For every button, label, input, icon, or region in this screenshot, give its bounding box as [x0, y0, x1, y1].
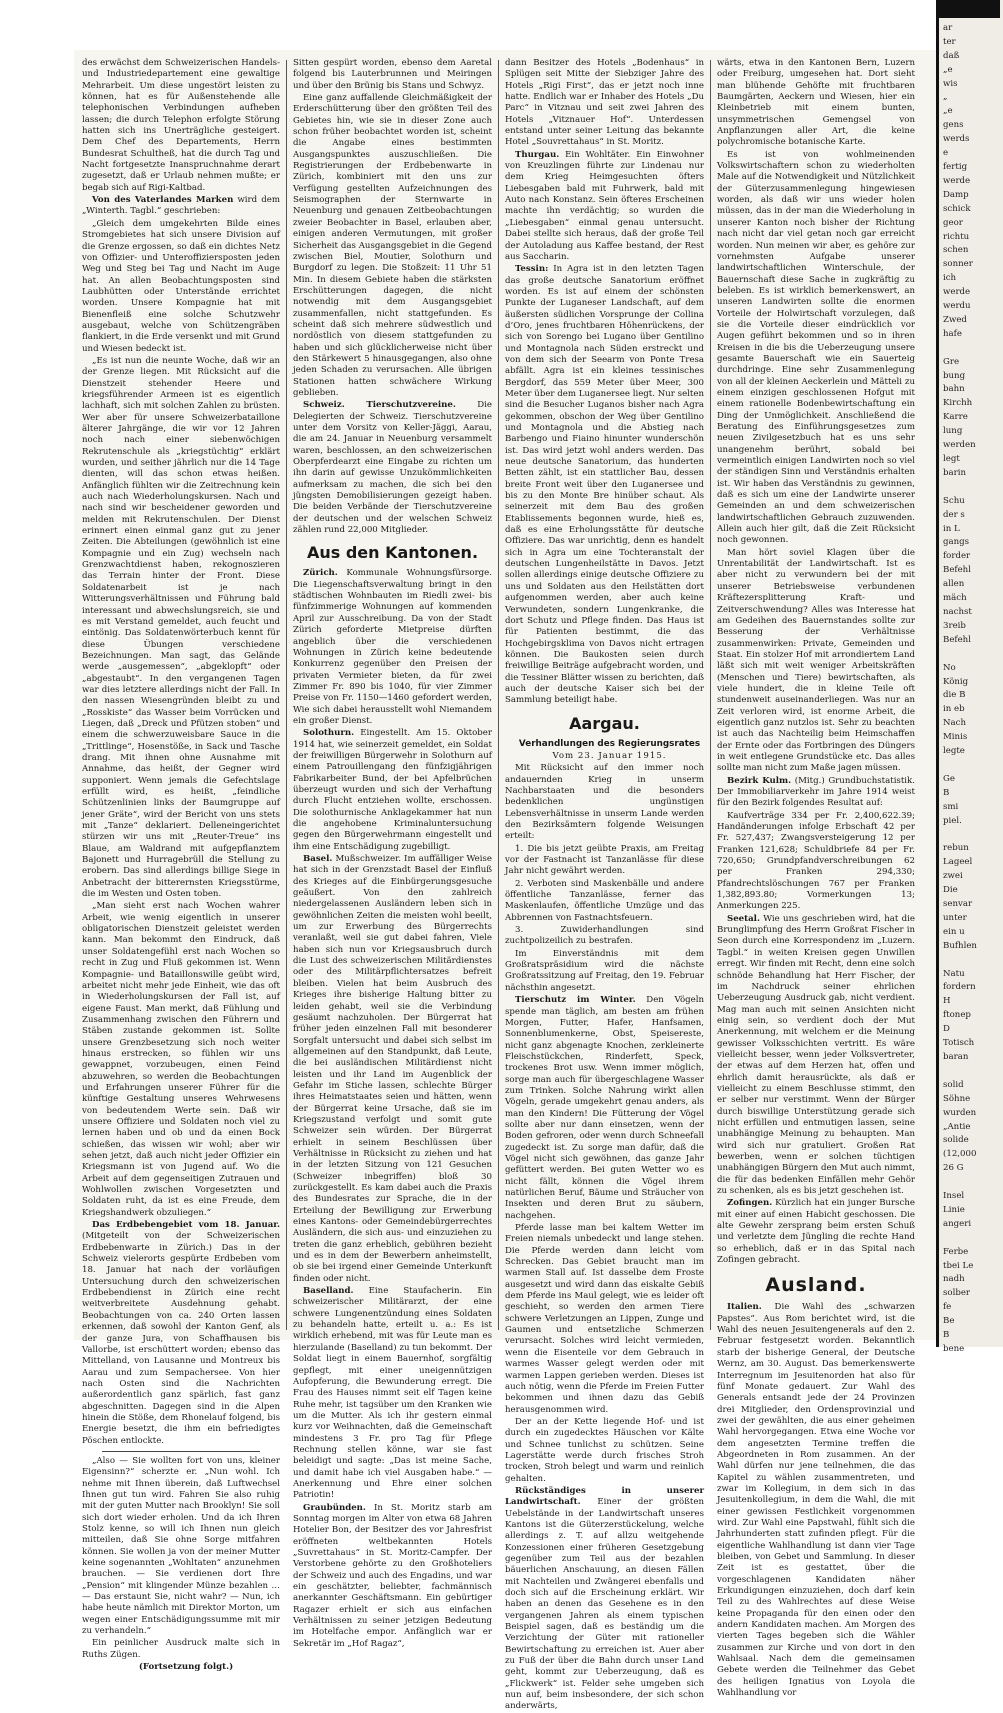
paragraph: Eine ganz auffallende Gleichmäßigkeit der Erderschütterung über den größten Teil des Gebietes hin, wie sie in dieser Zone auch schon früher beobachtet worden ist, scheint die Angabe eines bestimmten Ausgangspunktes auszuschließen. Die Registrierungen der Erdbebenwarte in Zürich, kombiniert mit den uns zur Verfügung gestellten Aufzeichnungen des Seismographen der Sternwarte in Neuenburg und genauen Zeitbeobachtungen zweier Beobachter in Basel, erlauben aber, einigen anderen Vermutungen, mit großer Sicherheit das Ausgangsgebiet in die Gegend zwischen Biel, Moutier, Solothurn und Burgdorf zu legen. Die Stoßzeit: 11 Uhr 51 Min. In diesem Gebiete haben die stärksten Erschütterungen dagegen, die nicht notwendig mit dem Ausgangsgebiet zusammenfallen, nicht stattgefunden. Es scheint daß sich mehrere südwestlich und nordöstlich von diesem stattgefunden zu haben und sich glücklicherweise nicht über den Stärkewert 5 hinausgegangen, also ohne jeden Schaden zu verursachen. Alle übrigen Stationen hatten schwächere Wirkung geblieben.	[293, 93, 492, 398]
newspaper-page	[74, 50, 936, 1712]
subheading: Basel.	[303, 854, 333, 865]
subheading: Italien.	[727, 1302, 762, 1313]
page-gutter	[936, 0, 1000, 18]
text: (Mitg.) Grundbuchstatistik. Der Immobiliarverkehr im Jahre 1914 weist für den Bezirk folgendes Resultat auf:	[717, 775, 915, 809]
text: (Mitgeteilt von der Schweizerischen Erdbebenwarte in Zürich.) Das in der Schweiz vielerorts gespürte Erdbeben vom 18. Januar hat nach der vorläufigen Untersuchung durch den schweizerischen Erdbebendienst in Zürich eine recht weitverbreitete Ausdehnung gehabt. Beobachtungen von ca. 240 Orten lassen erkennen, daß sowohl der Kanton Genf, als der ganze Jura, von Schaffhausen bis Vallorbe, ist erschüttert worden; ebenso das Mittelland, von Lausanne und Montreux bis Aarau und zum Sempachersee. Von hier nach Osten sind die Nachrichten außerordentlich ganz spärlich, fast ganz abgeschnitten. Dagegen sind in die Alpen hinein die Stöße, dem Rhonelauf folgend, bis Energie besetzt, die ihm ein befriedigtes Pöschen entlockte.	[82, 1231, 280, 1446]
text: Die Delegierten der Schweiz. Tierschutzvereine unter dem Vorsitz von Keller-Jäggi, Aarau, die am 24. Januar in Neuenburg versammelt waren, beschlossen, an den schweizerischen Oberpferdearzt eine Eingabe zu richten um ihn darin auf gewisse Unzukömmlichkeiten aufmerksam zu machen, die sich bei den jüngsten Demobilisierungen gezeigt haben. Die beiden Verbände der Tierschutzvereine der deutschen und der welschen Schweiz zählen rund 22,000 Mitglieder.	[293, 400, 492, 536]
column-4	[717, 58, 915, 1699]
paragraph: „Man sieht erst nach Wochen wahrer Arbeit, wie wenig eigentlich in unserer obligatorischen Dienstzeit geleistet werden kann. Man bekommt den Eindruck, daß unser Soldatengefühl erst nach Wochen so recht in Zug und Fluß gekommen ist. Wenn Kompagnie- und Bataillonswille geübt wird, arbeitet nicht mehr jede Einheit, wie das oft in Wiederholungskursen der Fall ist, auf eigene Faust. Man merkt, daß Fühlung und Zusammenhang zwischen den Führern und Stäben zustande gekommen ist. Sollte unsere Grenzbesetzung sich noch weiter hinaus erstrecken, so fühlen wir uns gewappnet, vorzubeugen, einen Feind abzuwehren, so werden die Beobachtungen und Erfahrungen unserer Führer für die künftige Gestaltung unseres Wehrwesens von bedeutendem Werte sein. Daß wir unsere Offiziere und Soldaten noch viel zu lernen haben und ob und da einen Bock schießen, das wissen wir wohl; aber wir sehen jetzt, daß auch nicht jeder Offizier ein Kriegsmann ist von Jugend auf. Wo die Arbeit auf dem gegenseitigen Zutrauen und Wohlwollen zwischen Vorgesetzten und Soldaten ruht, da ist es eine Freude, dem Kriegshandwerk obzuliegen.“	[82, 901, 280, 1218]
subheading: Seetal.	[727, 913, 760, 924]
subheading: Baselland.	[303, 1286, 354, 1297]
text: Kommunale Wohnungsfürsorge. Die Liegenschaftsverwaltung bringt in den städtischen Wohnbauten im Riedli zwei- bis fünfzimmerige Wohnungen auf kommenden April zur Ausschreibung. Da von der Stadt Zürich geforderte Mietpreise dürften angeblich über die verschiedenen Wohnungen in Zürich keine bedeutende Konkurrenz gegenüber den Preisen der privaten Vermieter bieten, da für zwei Zimmer Fr. 890 bis 1040, für vier Zimmer Preise von Fr. 1150—1460 gefordert werden, Wie sich dabei herausstellt wohl Niemandem ein großer Dienst.	[293, 568, 492, 726]
text: Eingestellt. Am 15. Oktober 1914 hat, wie seinerzeit gemeldet, ein Soldat der freiwilligen Bürgerwehr in Solothurn auf einem Patrouillengang den fünfzigjährigen Fabrikarbeiter Bund, der bei Apfelbrüchen überzeugt wurden und sich der Verhaftung durch Flucht entziehen wollte, erschossen. Die solothurnische Anklagekammer hat nun die angehobene Kriminaluntersuchung gegen den Bürgerwehrmann eingestellt und ihm eine Entschädigung zugebilligt.	[293, 728, 492, 852]
paragraph: Man hört soviel Klagen über die Unrentabilität der Landwirtschaft. Ist es aber nicht zu verwundern bei der mit unserer Betriebsweise verbundenen Kräftezersplitterung Kraft- und Zeitverschwendung? Alles was Interesse hat am Gedeihen des Bauernstandes sollte zur Besserung der Verhältnisse zusammenwirken: Private, Gemeinden und Staat. Ein stolzer Hof mit arrondiertem Land läßt sich mit weit weniger Arbeitskräften (Menschen und Tiere) bewirtschaften, als viele hundert, die in kleine Teile oft stundenweit auseinanderliegen. Was nur an Zeit verloren wird, ist enorme Arbeit, die eigentlich ganz nutzlos ist. Sehr zu beachten ist auch das Nachteilig beim Heimschaffen der Ernte oder das Fortbringen des Düngers in weit entlegene Grundstücke etc. Das alles sollte man nicht zum Maße jagen müssen.	[717, 547, 915, 774]
paragraph: Kaufverträge 334 per Fr. 2,400,622.39; Handänderungen infolge Erbschaft 42 per Fr. 527,437; Zwangsversteigerung 12 per Franken 121,628; Schuldbriefe 84 per Fr. 720,650; Grundpfandverschreibungen 62 per Franken 294,330; Pfandrechtslöschungen 767 per Franken 1,382,893.80; Vormerkungen 13; Anmerkungen 225.	[717, 810, 915, 912]
dateline: Vom 23. Januar 1915.	[552, 750, 667, 761]
paragraph	[505, 264, 704, 706]
column-rule	[286, 60, 287, 1330]
column-1	[82, 58, 280, 1673]
paragraph: „Also — Sie wollten fort von uns, kleiner Eigensinn?“ scherzte er. „Nun wohl. Ich nehme mit Ihnen überein, daß Luftwechsel Ihnen gut tun wird. Fahren Sie also ruhig mit der guten Mutter nach Brooklyn! Sie soll sich dort wieder erholen. Und da ich Ihren Stolz kenne, so will ich Ihnen nun gleich mitteilen, daß Sie ohne Sorge mitfahren können. Sie wollen ja von der meiner Mutter keine sogenannten „Wohltaten“ anzunehmen brauchen. — Sie verdienen dort Ihre „Pension“ mit klingender Münze bezahlen … — Das erstaunt Sie, nicht wahr? — Nun, ich habe heute nämlich mit Direktor Morton, um wegen einer Entschädigungssumme mit mir zu verhandeln.“	[82, 1455, 280, 1637]
subheading: Rückständiges in unserer Landwirtschaft.	[505, 1485, 704, 1508]
paragraph: Im Einverständnis mit dem Großratspräsidium wird die nächste Großratssitzung auf Freitag, den 19. Februar nächsthin angesetzt.	[505, 948, 704, 993]
text: Die Wahl des „schwarzen Papstes“. Aus Rom berichtet wird, ist die Wahl des neuen Jesuitengenerals auf den 2. Februar festgesetzt worden. Bekanntlich starb der bisherige General, der Deutsche Wernz, am 30. August. Das bemerkenswerte Interregnum im Jesuitenorden hat also für fünf Monate gedauert. Zur Wahl des Generals entsandt jede der 24 Provinzen drei Mitglieder, den Ordensprovinzial und zwei der gewählten, die aus einer geheimen Wahl hervorgegangen. Etwa eine Woche vor dem angesetzten Termine treffen die Abgeordneten in Rom zusammen. An der Wahl dürfen nur jene teilnehmen, die das Kapitel zu wählen zusammentreten, und zwar im Kollegium, in dem sich in das Jesuitenkollegium, in dem die Wahl, die mit einer gewissen Festlichkeit vorgenommen wird. Zur Wahl eine Papstwahl, fühlt sich die Jahrhunderten statt zufinden pflegt. Für die eigentliche Wahlhandlung ist dann vier Tage bleiben, von Gebet und Sammlung. In dieser Zeit ist es gestattet, über die vorgeschlagenen Kandidaten näher Erkundigungen einzuziehen, doch darf kein Teil zu des Wahlrechtes auf diese Weise keine Propaganda für den einen oder den andern Kandidaten machen. Am Morgen des vierten Tages begeben sich die Wähler zusammen zur Kirche und von dort in den Wahlsaal. Nach dem die gemeinsamen Gebete werden die Teilnehmer das Gebet des heiligen Ignatius von Loyola die Wahlhandlung vor	[717, 1302, 915, 1699]
paragraph: 3. Zuwiderhandlungen sind zuchtpolizeilich zu bestrafen.	[505, 925, 704, 947]
subheading: Von des Vaterlandes Marken	[92, 195, 234, 206]
text: In St. Moritz starb am Sonntag morgen im Alter von etwa 68 Jahren Hotelier Bon, der Besitzer des vor Jahresfrist eröffneten weltbekannten Hotels „Suvrettahaus“ in St. Moritz-Campfer. Der Verstorbene gehörte zu den Großhoteliers der Schweiz und auch des Engadins, und war ein geschätzter, beliebter, fachmännisch anerkannter Geschäftsmann. Ein gebürtiger Ragazer erhielt er sich aus einfachen Verhältnissen zu seiner jetzigen Bedeutung im Hotelfache empor. Anfänglich war er Sekretär im „Hof Ragaz“,	[293, 1502, 492, 1649]
subheading: Das Erdbebengebiet vom 18. Januar.	[92, 1220, 280, 1231]
column-2	[293, 58, 492, 1649]
paragraph	[82, 1220, 280, 1447]
section-heading: Ausland.	[765, 1274, 867, 1297]
paragraph	[293, 1286, 492, 1502]
paragraph	[717, 776, 915, 810]
paragraph: wärts, etwa in den Kantonen Bern, Luzern oder Freiburg, umgesehen hat. Dort sieht man blühende Gehöfte mit fruchtbaren Baumgärten, Aeckern und Wiesen, hier ein Kleinbetrieb mit einem bunten, unsymmetrischen Gemengsel von Anpflanzungen aller Art, die keine polychromische botanische Karte.	[717, 58, 915, 148]
text: Eine Staufacherin. Ein schweizerischer Militärarzt, der eine schwere Lungenentzündung eines Soldaten zu behandeln hatte, erteilt u. a.: Es ist wirklich erhebend, mit was für Leute man es hierzulande (Baselland) zu tun bekommt. Der Soldat liegt in einem Bauernhof, sorgfältig gepflegt, mit einer uneigennützigen Aufopferung, die Bewunderung erregt. Die Frau des Hauses nimmt seit elf Tagen keine Ruhe mehr, ist tagsüber um den Kranken wie um die Mutter. Als ich ihr gestern einmal kurz vor Weihnachten, daß die Gemeinschaft mindestens 3 Fr. pro Tag für Pflege Rechnung stellen könne, war sie fast beleidigt und sagte: „Das ist meine Sache, und damit habe ich viel Ausgaben habe.“ — Anerkennung und Ehre einer solchen Patriotin!	[293, 1286, 492, 1501]
paragraph: Der an der Kette liegende Hof- und ist durch ein zugedecktes Häuschen vor Kälte und Schnee tunlichst zu schützen. Seine Lagerstätte werde durch frisches Stroh trocken, Stroh belegt und warm und reinlich gehalten.	[505, 1416, 704, 1484]
paragraph: dann Besitzer des Hotels „Bodenhaus“ in Splügen seit Mitte der Siebziger Jahre des Hotels „Rigi First“, das er jetzt noch inne hatte. Endlich war er Inhaber des Hotels „Du Parc“ in Vitznau und seit zwei Jahren des Hotels „Vitznauer Hof“. Unterdessen entstand unter seiner Leitung das bekannte Hotel „Souvrettahaus“ in St. Moritz.	[505, 58, 704, 148]
paragraph: Mit Rücksicht auf den immer noch andauernden Krieg in unserm Nachbarstaaten und die besonders bedenklichen ungünstigen Lebensverhältnisse in unserm Lande werden den Bezirksämtern folgende Weisungen erteilt:	[505, 763, 704, 842]
paragraph	[293, 568, 492, 727]
subheading: Bezirk Kulm.	[727, 775, 792, 786]
column-rule	[710, 60, 711, 1330]
text: Mußschweizer. Im auffälliger Weise hat sich in der Grenzstadt Basel der Einfluß des Krieges auf die Einbürgerungsgesuche geäußert. Von den zahlreich niedergelassenen Ausländern leben sich in gewöhnlichen Zeiten die meisten wohl beeilt, um zur Erwerbung des Bürgerrechts veranlaßt, weil sie gut dabei fahren, Viele haben sich nun vor Kriegsausbruch durch die Lust des schweizerischen Militärdienstes oder des Militärpflichtersatzes befreit bleiben. Vielen hat beim Ausbruch des Krieges ihre bisherige Haltung bitter zu leiden gehabt, weil sie die Verbindung gesäumt nachzuholen. Der Bürgerrat hat früher jeden einzelnen Fall mit besonderer Sorgfalt untersucht und dabei sich selbst im allgemeinen auf den Standpunkt, daß Leute, die bei ausländischen Militärdienst nicht leisten und ihr Land im Augenblick der Gefahr im Stiche lassen, schlechte Bürger ihres Heimatstaates seien und hätten, wenn der Bürgerrat keine Ursache, daß sie im Kriegszustand verfolgt und somit gute Schweizer sein würden. Der Bürgerrat erhielt in seinem Beschlüssen über Verhältnisse in Rücksicht zu ziehen und hat in der letzten Sitzung von 121 Gesuchen (Schweizer inbegriffen) bloß 30 zurückgestellt. Es kam dabei auch die Praxis des Bundesrates zur Sprache, die in der Erteilung der Bewilligung zur Erwerbung eines Kantons- oder Gemeindebürgerrechtes Ausländern, die sich aus- und einzuziehen zu treten die ganz erheblich, gebühren bezieht und es in dem der Bewerbern anheimstellt, ob sie bei irgend einer Gemeinde Unterkunft finden oder nicht.	[293, 854, 492, 1284]
fragment-text: ar ter daß „e wis „ „e gens werds e fertig werde Damp schick geor richtu schen sonner ich werde werdu Zwed hafe Gre bung bahn Kirchh Karre lung werden legt barin Schu der s in L gangs forder Befehl allen mäch nachst 3reib Befehl No König die B in eb Nach Minis legte Ge B smi piel. rebun Lageel zwei Die senvar unter ein u Bufhlen Natu fordern H ftonep D Totisch baran solid Söhne wurden „Antie solide (12,000 26 G Insel Linie angeri Ferbe tbei Le nadh solber fe Be B bene	[943, 22, 977, 1354]
paragraph	[293, 854, 492, 1285]
paragraph	[717, 1302, 915, 1699]
paragraph: des erwächst dem Schweizerischen Handels- und Industriedepartement eine gewaltige Mehrarbeit. Um diese ungestört leisten zu können, hat es für Außenstehende alle telephonischen Verbindungen aufheben lassen; die durch Telephon erfolgte Störung hatten sich ins Unerträgliche gesteigert. Dem Chef des Departements, Herrn Bundesrat Schultheß, hat die durch Tag und Nacht fortgesetzte Inanspruchnahme derart zugesetzt, daß er Urlaub nehmen mußte; er begab sich auf Rigi-Kaltbad.	[82, 58, 280, 193]
text: Einer der größten Uebelstände in der Landwirtschaft unseres Kantons ist die Güterzerstückelung, welche allerdings z. T. auf allzu weitgehende Konzessionen einer früheren Gesetzgebung gegenüber zum Teil aus der bezahlen bäuerlichen Anschauung, an diesen Fällen mit Nachteilen und Zwängerei ebenfalls und doch sich auf die Erscheinung erklärt. Wir haben an denen das Gesehene es in den vergangenen Jahren als einem typischen Beispiel sagen, daß es beständig um die Verzichtung der Güter mit rationeller Bewirtschaftung zu erreichen ist. Auer aber zu Fuß der über die Bahn durch unser Land geht, kommt zur Ueberzeugung, daß es „Flickwerk“ ist. Felder sehe umgeben sich nun auf, beim insbesondere, der sich schon anderwärts,	[505, 1497, 704, 1712]
text: In Agra ist in den letzten Tagen das große deutsche Sanatorium eröffnet worden. Es ist auf einem der schönsten Punkte der Luganeser Landschaft, auf dem äußersten südlichen Vorsprunge der Collina d’Oro, jenes fruchtbaren Höhenrückens, der sich von Sorengo bei Lugano über Gentilino und Montagnola nach Süden erstreckt und von dem sich der Seearm von Ponte Tresa abfällt. Agra ist ein kleines tessinisches Bergdorf, das 559 Meter über Meer, 300 Meter über dem Luganersee liegt. Nur selten sind die Besucher Luganos bisher nach Agra gekommen, obschon der Weg über Gentilino und Montagnola und die Abstieg nach Barbengo und Fiaino hinunter wunderschön ist. Das wird jetzt wohl anders werden. Das neue deutsche Sanatorium, das hunderten Betten zählt, ist ein stattlicher Bau, dessen breite Front weit über den Luganersee und bis zu den Monte Bre hinüber schaut. Als seinerzeit mit dem Bau des großen Etablissements begonnen wurde, hieß es, daß es eine Erholungsstätte für deutsche Offiziere. Das war unrichtig, denn es handelt sich in Agra um eine Tochteranstalt der deutschen Lungenheilstätte in Davos. Jetzt sollen allerdings einige deutsche Offiziere zu uns und Soldaten aus den Heilstätten dort aufgenommen werden, aber auch keine Verwundeten, sondern Lungenkranke, die dort Schutz und Pflege finden. Das Haus ist für Patienten bestimmt, die das Hochgebirgsklima von Davos nicht ertragen können. Die Baukosten seien durch freiwillige Beiträge aufgebracht worden, und die Tessiner Blätter wissen zu berichten, daß auch der deutsche Kaiser sich bei der Sammlung beteiligt habe.	[505, 264, 704, 706]
paragraph	[293, 400, 492, 536]
subheading: Thurgau.	[515, 149, 560, 160]
subheading: Solothurn.	[303, 728, 355, 739]
paragraph	[717, 1198, 915, 1266]
paragraph	[717, 914, 915, 1198]
paragraph	[505, 150, 704, 263]
text: Den Vögeln spende man täglich, am besten am frühen Morgen, Futter, Hafer, Hanfsamen, Sonnenblumenkerne, Obst, Speisereste, nicht ganz abgenagte Knochen, zerkleinerte Fleischstückchen, Rinderfett, Speck, trockenes Brot usw. Wenn immer möglich, sorge man auch für übergeschlagene Wasser zum Trinken. Solche Nahrung wirkt allen Vögeln, gerade umgekehrt genau anders, als man den Kindern! Die Fütterung der Vögel sollte aber nur dann einsetzen, wenn der Boden gefroren, oder wenn durch Schneefall zugedeckt ist. Zu sorge man dafür, daß die Vögel nicht sich gewöhnen, das ganze Jahr gefüttert werden. Bei guten Wetter wo es nicht fällt, können die Vögel ihrem natürlichen Beruf, Bäume und Sträucher von Insekten und deren Brut zu säubern, nachgehen.	[505, 995, 704, 1221]
paragraph: 2. Verboten sind Maskenbälle und andere öffentliche Tanzanlässe, ferner das Maskenlaufen, öffentliche Umzüge und das Abbrennen von Fastnachtsfeuern.	[505, 878, 704, 923]
paragraph: „Gleich dem umgekehrten Bilde eines Stromgebietes hat sich unsere Division auf die Grenze ergossen, so daß ein dichtes Netz von Offizier- und Unteroffiziersposten jeden Weg und Steg bei Tag und Nacht im Auge hat. An allen Beobachtungsposten sind Laubhütten oder Unterstände errichtet worden. Unsere Kompagnie hat mit Bienenfleiß eine solche Schutzwehr ausgebaut, welche von Schützengräben flankiert, in die Erde versenkt und mit Grund und Wiesen bedeckt ist.	[82, 218, 280, 354]
column-3	[505, 58, 704, 1712]
section-heading: Aus den Kantonen.	[306, 543, 479, 563]
paragraph	[82, 195, 280, 218]
text: Wie uns geschrieben wird, hat die Brunglimpfung des Herrn Großrat Fischer in Seon durch eine Korrespondenz im „Luzern. Tagbl.“ in weiten Kreisen gegen Unwillen erregt. Wir finden mit Recht, denn eine solch schnöde Behandlung hat Herr Fischer, der im Nachdruck seiner ehrlichen Ueberzeugung Ausdruck gab, nicht verdient. Mag man auch mit seinen Ansichten nicht einig sein, so verdient doch der Mut Anerkennung, mit welchem er die Meinung gewisser Volksschichten vertritt. Es wäre vielleicht besser, wenn jeder Volksvertreter, der etwas auf dem Herzen hat, offen und ehrlich damit herausrückte, als daß er vielleicht zu einem Beschlusse stimmt, den er selber nur verstimmt. Wenn der Bürger durch biswillige Unterstützung gerade sich nicht erfüllen und entmutigen lassen, seine unabhängige Meinung zu behaupten. Man wird sich nur gratuliert. Großen Rat bewerben, wenn er solchen tüchtigen unabhängigen Bürgern den Mut auch nimmt, die für das bedenken Einfällen mehr Gehör zu schenken, als es bis jetzt geschehen ist.	[717, 913, 915, 1197]
adjacent-page-fragment	[936, 0, 1003, 1354]
paragraph	[505, 995, 704, 1222]
subheading: Verhandlungen des Regierungsrates	[518, 738, 701, 749]
paragraph: Pferde lasse man bei kaltem Wetter im Freien niemals unbedeckt und lange stehen. Die Pferde werden dann leicht vom Schrecken. Das Gebiet braucht man im warmen Stall auf. Ist dasselbe dem Froste ausgesetzt und wird dann das eiskalte Gebiß dem Pferde ins Maul gelegt, wie es leider oft geschieht, so werden den armen Tiere schwere Verletzungen an Lippen, Zunge und Gaumen und entsetzliche Schmerzen verursacht. Solches wird leicht vermieden, wenn die Eisenteile vor dem Gebrauch in warmes Wasser gelegt werden oder mit warmen Lappen gerieben werden. Dieses ist auch nötig, wenn die Pferde im Freien Futter bekommen und ihnen dazu das Gebiß herausgenommen wird.	[505, 1223, 704, 1415]
paragraph	[505, 1486, 704, 1713]
subheading: Graubünden.	[303, 1502, 366, 1513]
paragraph: Ein peinlicher Ausdruck malte sich in Ruths Zügen.	[82, 1638, 280, 1660]
subheading: Schweiz. Tierschutzvereine.	[303, 400, 456, 411]
paragraph	[293, 1503, 492, 1650]
text: Kürzlich hat ein junger Bursche mit einer auf einen Habicht geschossen. Die alte Gewehr zersprang beim ersten Schuß und verletzte dem Jüngling die rechte Hand so erheblich, daß er in das Spital nach Zofingen gebracht.	[717, 1198, 915, 1266]
subheading: Zofingen.	[727, 1198, 773, 1209]
text: wird dem „Winterth. Tagbl.“ geschrieben:	[82, 195, 280, 217]
subheading: Tierschutz im Winter.	[515, 995, 636, 1006]
paragraph: „Es ist nun die neunte Woche, daß wir an der Grenze liegen. Mit Rücksicht auf die Dienstzeit stehender Heere und kriegsführender Armeen ist es eigentlich lachhaft, sich mit solchen Zahlen zu brüsten. Wer aber für unsere Schweizerbataillone älterer Jahrgänge, die wir vor 12 Jahren noch nach einer siebenwöchigen Rekrutenschule als „kriegstüchtig“ erklärt wurden, und seither jährlich nur die 14 Tage dienten, will das schon etwas heißen. Anfänglich fühlten wir die Zeitrechnung kein auch nach Wiederholungskursen. Nach und nach sind wir bescheidener geworden und melden mit Rekrutenschulen. Der Dienst erinnert einen einmal ganz gut zu jener Zeiten. Die Abteilungen (gewöhnlich ist eine Kompagnie und ein Zug) wechseln nach Grenzwachtdienst haben, rekognoszieren das Terrain hinter der Front. Diese Soldatenarbeit ist je nach Witterungsverhältnissen und Führung bald interessant und abwechslungsreich, sie und es mit Verstand gemeldet, auch feucht und eintönig. Das Soldatenwörterbuch kennt für diese Übungen verschiedene Bezeichnungen. Man sagt, das Gelände werde „ausgemessen“, „abgeklopft“ oder „abgestaubt“. In den vergangenen Tagen war dies letztere allerdings nicht der Fall. In den nassen Wiesengründen bleibt zu und „Rosskiste“ das Wasser beim Vorrücken und Liegen, daß „Dreck und Pfützen stoben“ und einem die schwerzuweisbare Sauce in die „Trittlinge“, Hosenstöße, in Sack und Tasche drang. Mit ihnen ohne Ausnahme mit Annahme, das heißt, der Gegner wird supponiert. Wenn jemals die Gefechtslage erfüllt wird, es heißt, „feindliche Schützenlinien links der Baumgruppe auf jener Gräte“, wird der Bericht von uns stets mit „Tanze“ deklariert. Delleneingerichtet stürzen wir uns mit „Reuter-Treue“ ins Blaue, am Waldrand mit aufgepflanztem Bajonett und Hurragebrüll die Stellung zu erobern. Das sind allerdings billige Siege in Anbetracht der bitterernsten Kriegsstürme, die im Westen und Osten toben.	[82, 355, 280, 900]
paragraph	[293, 728, 492, 853]
section-heading: Aargau.	[569, 713, 640, 733]
continuation-note: (Fortsetzung folgt.)	[138, 1662, 234, 1673]
paragraph: Sitten gespürt worden, ebenso dem Aaretal folgend bis Lauterbrunnen und Meiringen und über den Brünig bis Stans und Schwyz.	[293, 58, 492, 91]
paragraph: Es ist von wohlmeinenden Volkswirtschaftern schon zu wiederholten Male auf die Notwendigkeit und Nützlichkeit der Güterzusammenlegung hingewiesen worden, als daß wir uns wieder holen müssen, das in der man die Wiederholung in unserer Kanton noch bisher der Richtung nach nicht dar viel getan noch gar erreicht worden. Nun meinen wir aber, es gehöre zur vornehmsten Aufgabe unserer landwirtschaftlichen Winterschule, der Bauernschaft diese Sache in zugkräftig zu beleben. Es ist wirklich bemerkenswert, an unseren Landwirten sollte die enormen Vorteile der Holwirtschaft vorzulegen, daß sie die Vorteile dieser eindrücklich vor Augen geführt bekommen und so in ihren Kreisen in die bis die Ueberzeugung unsere gesamte Bauerschaft wie ein Sauerteig durchdringe. Eine sehr Zusammenlegung von all der kleinen Aeckerlein und Mätteli zu einem einzigen geschlossenen Hofgut mit einem rationelle Bodenbewirtschaftung ein Ding der Unmöglichkeit. Anschließend die Beratung des Einführungsgesetzes zum neuen Zivilgesetzbuch hat es uns sehr unangenehm berührt, sobald bei vermeintlich einigen Landwirten noch so viel der ständigen Sinn und Verständnis erhalten ist. Wir haben das Verständnis zu gewinnen, daß es sich um eine der Landwirte unserer Gemeinden an und dem schweizerischen landwirtschaftlichen Gebrauch zuzuwenden. Allein auch hier gilt, daß die Zeit Rücksicht noch gewonnen.	[717, 149, 915, 546]
column-rule	[498, 60, 499, 1330]
separator	[102, 1451, 260, 1452]
subheading: Tessin:	[515, 264, 549, 275]
paragraph: 1. Die bis jetzt geübte Praxis, am Freitag vor der Fastnacht ist Tanzanlässe für diese Jahr nicht gewährt werden.	[505, 843, 704, 877]
text: Ein Wohltäter. Ein Einwohner von Kreuzlingen führte zur Lindenau nur dem Krieg Heimgesuchten öfters Liebesgaben bald mit Fuhrwerk, bald mit Auto nach Konstanz. Sein öfteres Erscheinen machte ihn verdächtig; so wurden die „Liebesgaben“ einmal genau untersucht. Dabei stellte sich heraus, daß der große Teil der Autoladung aus Kaffee bestand, der Rest aus Saccharin.	[505, 149, 704, 262]
subheading: Zürich.	[303, 568, 338, 579]
